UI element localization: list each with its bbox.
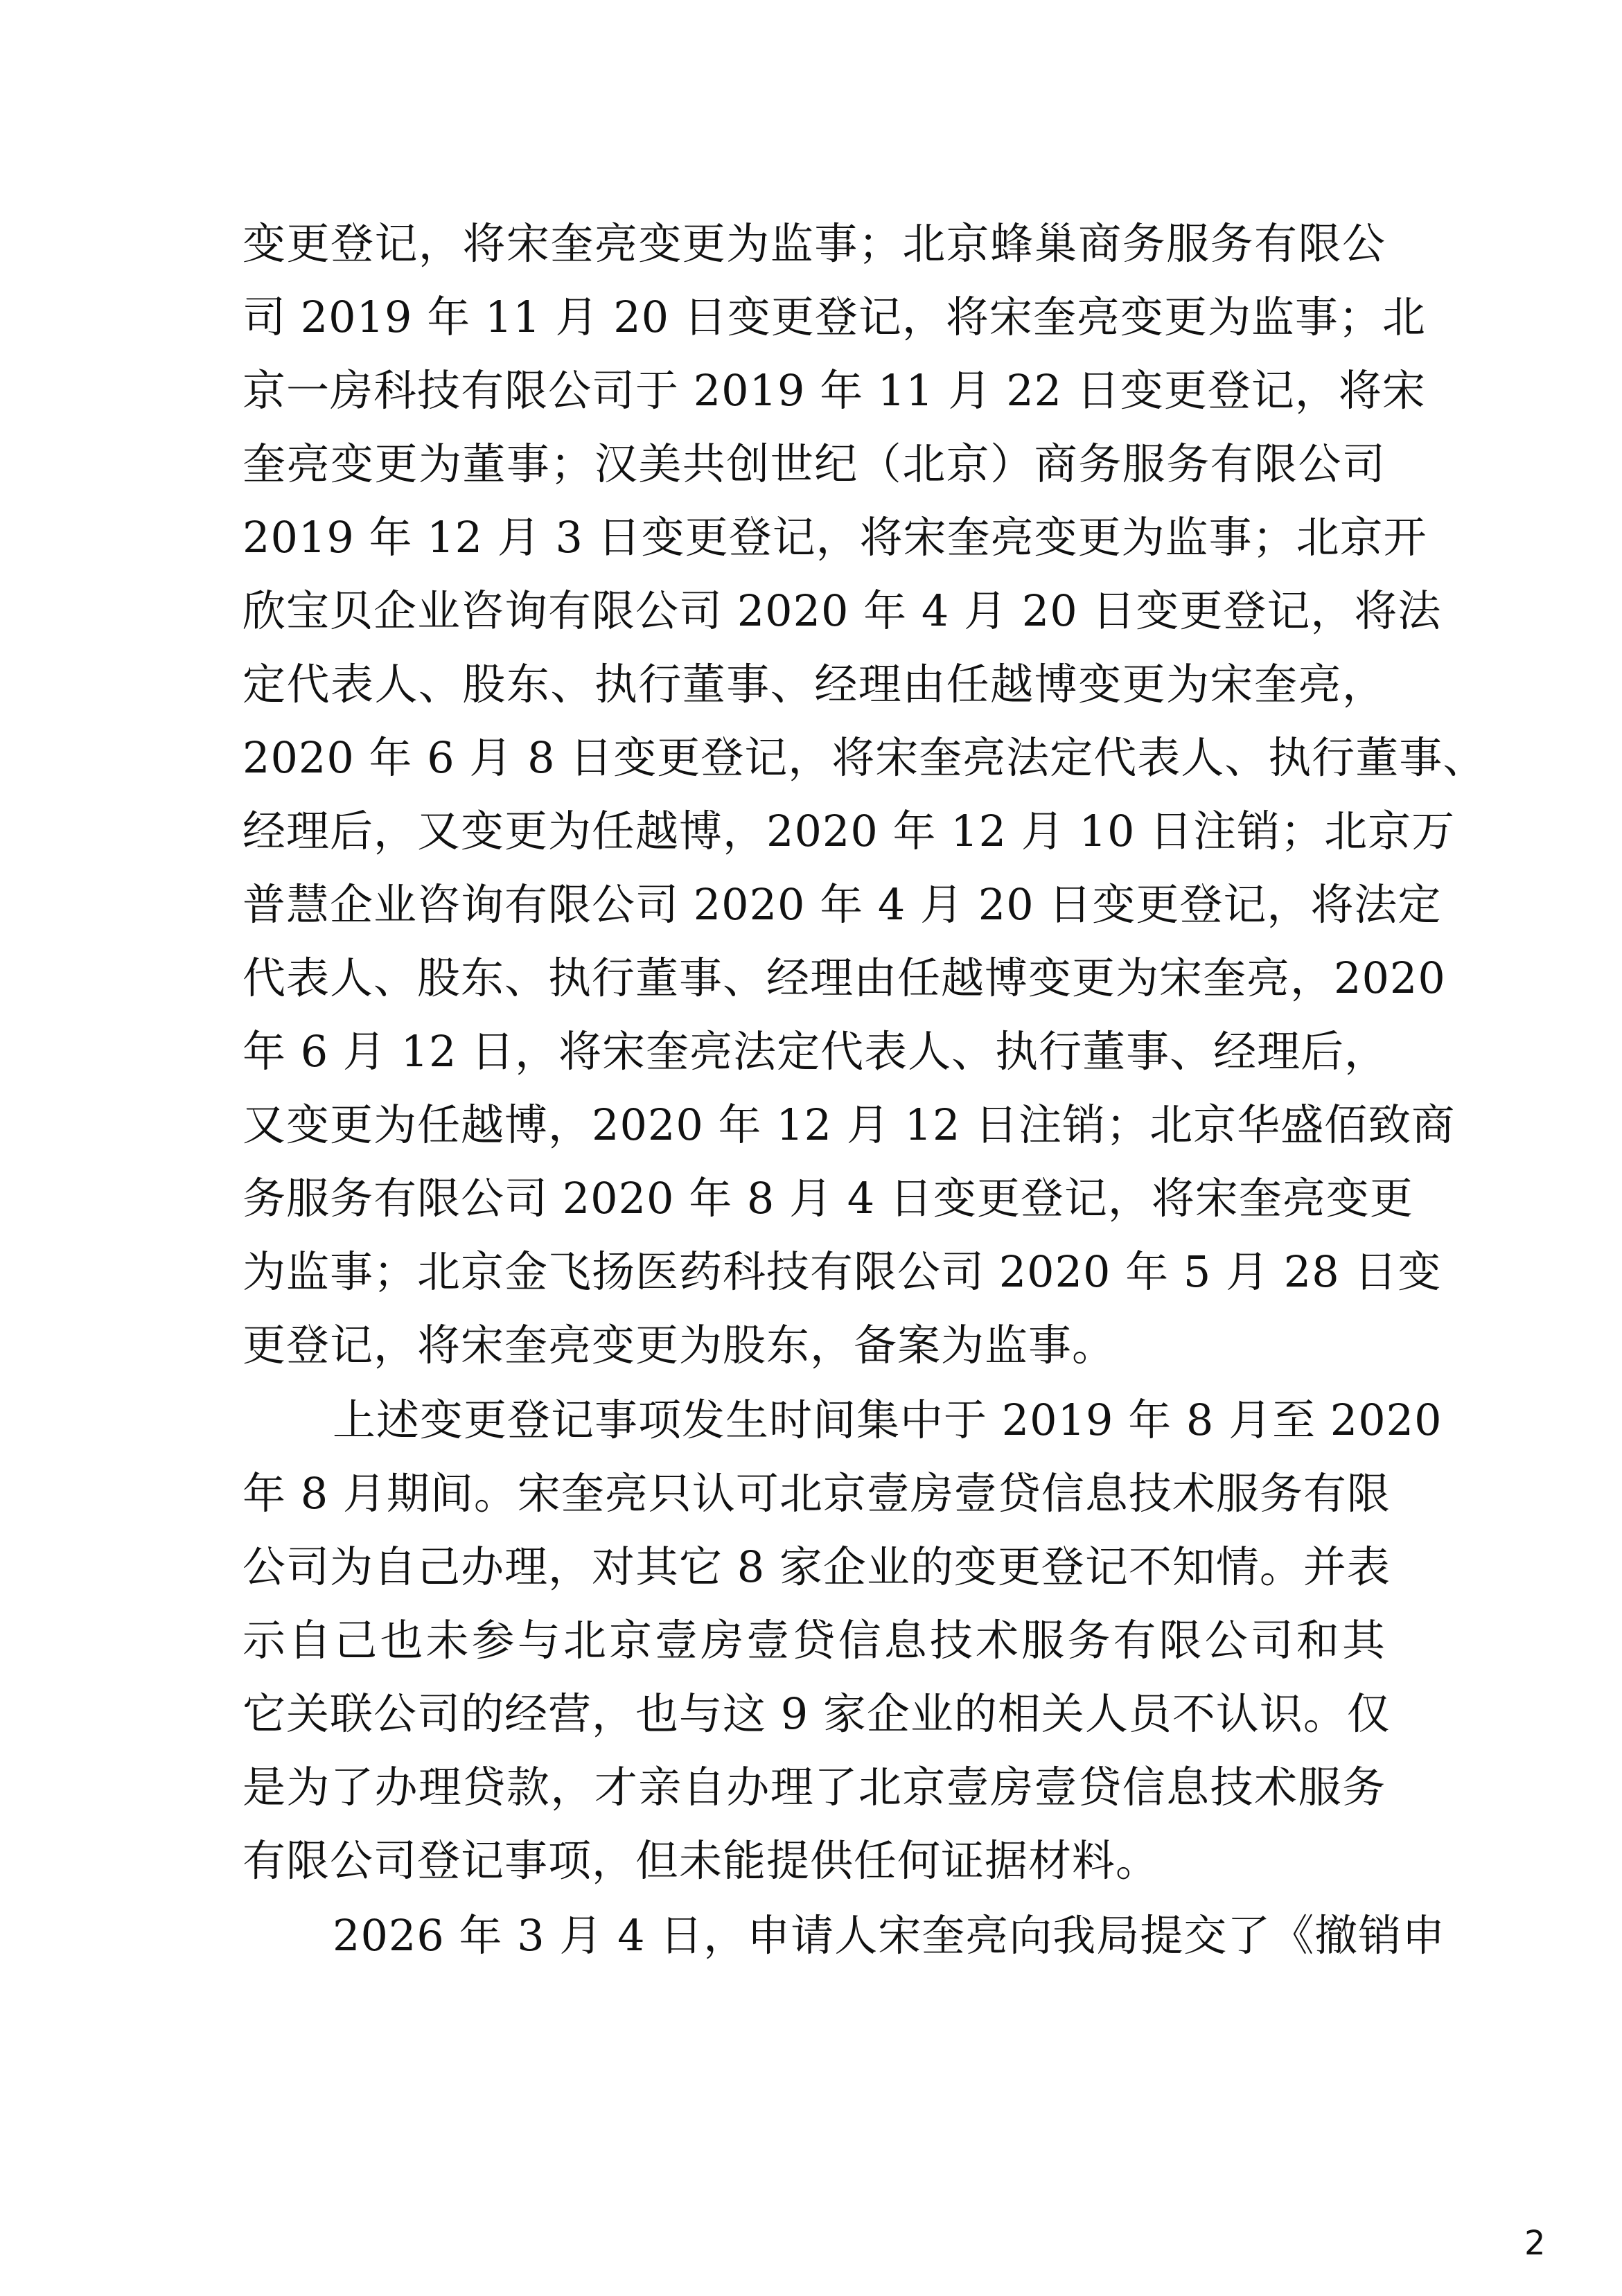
body-text-line: 变更登记，将宋奎亮变更为监事；北京蜂巢商务服务有限公 — [243, 218, 1386, 269]
body-text-line: 有限公司登记事项，但未能提供任何证据材料。 — [243, 1835, 1160, 1886]
body-text-line: 它关联公司的经营，也与这 9 家企业的相关人员不认识。仅 — [243, 1688, 1391, 1739]
body-text-line: 公司为自己办理，对其它 8 家企业的变更登记不知情。并表 — [243, 1542, 1391, 1592]
body-text-line: 务服务有限公司 2020 年 8 月 4 日变更登记，将宋奎亮变更 — [243, 1173, 1413, 1224]
body-text-line: 普慧企业咨询有限公司 2020 年 4 月 20 日变更登记，将法定 — [243, 879, 1442, 930]
body-text-line: 定代表人、股东、执行董事、经理由任越博变更为宋奎亮， — [243, 659, 1386, 709]
body-text-line: 示自己也未参与北京壹房壹贷信息技术服务有限公司和其 — [243, 1615, 1386, 1666]
body-text-line: 为监事；北京金飞扬医药科技有限公司 2020 年 5 月 28 日变 — [243, 1246, 1442, 1297]
body-text-line: 2026 年 3 月 4 日，申请人宋奎亮向我局提交了《撤销申 — [333, 1910, 1446, 1961]
body-text-line: 2019 年 12 月 3 日变更登记，将宋奎亮变更为监事；北京开 — [243, 512, 1427, 563]
body-text-line: 代表人、股东、执行董事、经理由任越博变更为宋奎亮，2020 — [243, 953, 1446, 1003]
body-text-line: 京一房科技有限公司于 2019 年 11 月 22 日变更登记，将宋 — [243, 365, 1426, 416]
body-text-line: 年 8 月期间。宋奎亮只认可北京壹房壹贷信息技术服务有限 — [243, 1468, 1391, 1519]
body-text-line: 上述变更登记事项发生时间集中于 2019 年 8 月至 2020 — [333, 1395, 1443, 1445]
body-text-line: 是为了办理贷款，才亲自办理了北京壹房壹贷信息技术服务 — [243, 1762, 1386, 1812]
body-text-line: 更登记，将宋奎亮变更为股东，备案为监事。 — [243, 1320, 1116, 1370]
body-text-line: 奎亮变更为董事；汉美共创世纪（北京）商务服务有限公司 — [243, 439, 1386, 489]
body-text-line: 司 2019 年 11 月 20 日变更登记，将宋奎亮变更为监事；北 — [243, 292, 1426, 342]
page-number: 2 — [1524, 2224, 1546, 2263]
body-text-line: 欣宝贝企业咨询有限公司 2020 年 4 月 20 日变更登记，将法 — [243, 585, 1442, 636]
body-text-line: 经理后，又变更为任越博，2020 年 12 月 10 日注销；北京万 — [243, 806, 1456, 856]
body-text-line: 年 6 月 12 日，将宋奎亮法定代表人、执行董事、经理后， — [243, 1026, 1389, 1077]
body-text-line: 又变更为任越博，2020 年 12 月 12 日注销；北京华盛佰致商 — [243, 1100, 1456, 1150]
body-text-line: 2020 年 6 月 8 日变更登记，将宋奎亮法定代表人、执行董事、 — [243, 732, 1487, 783]
